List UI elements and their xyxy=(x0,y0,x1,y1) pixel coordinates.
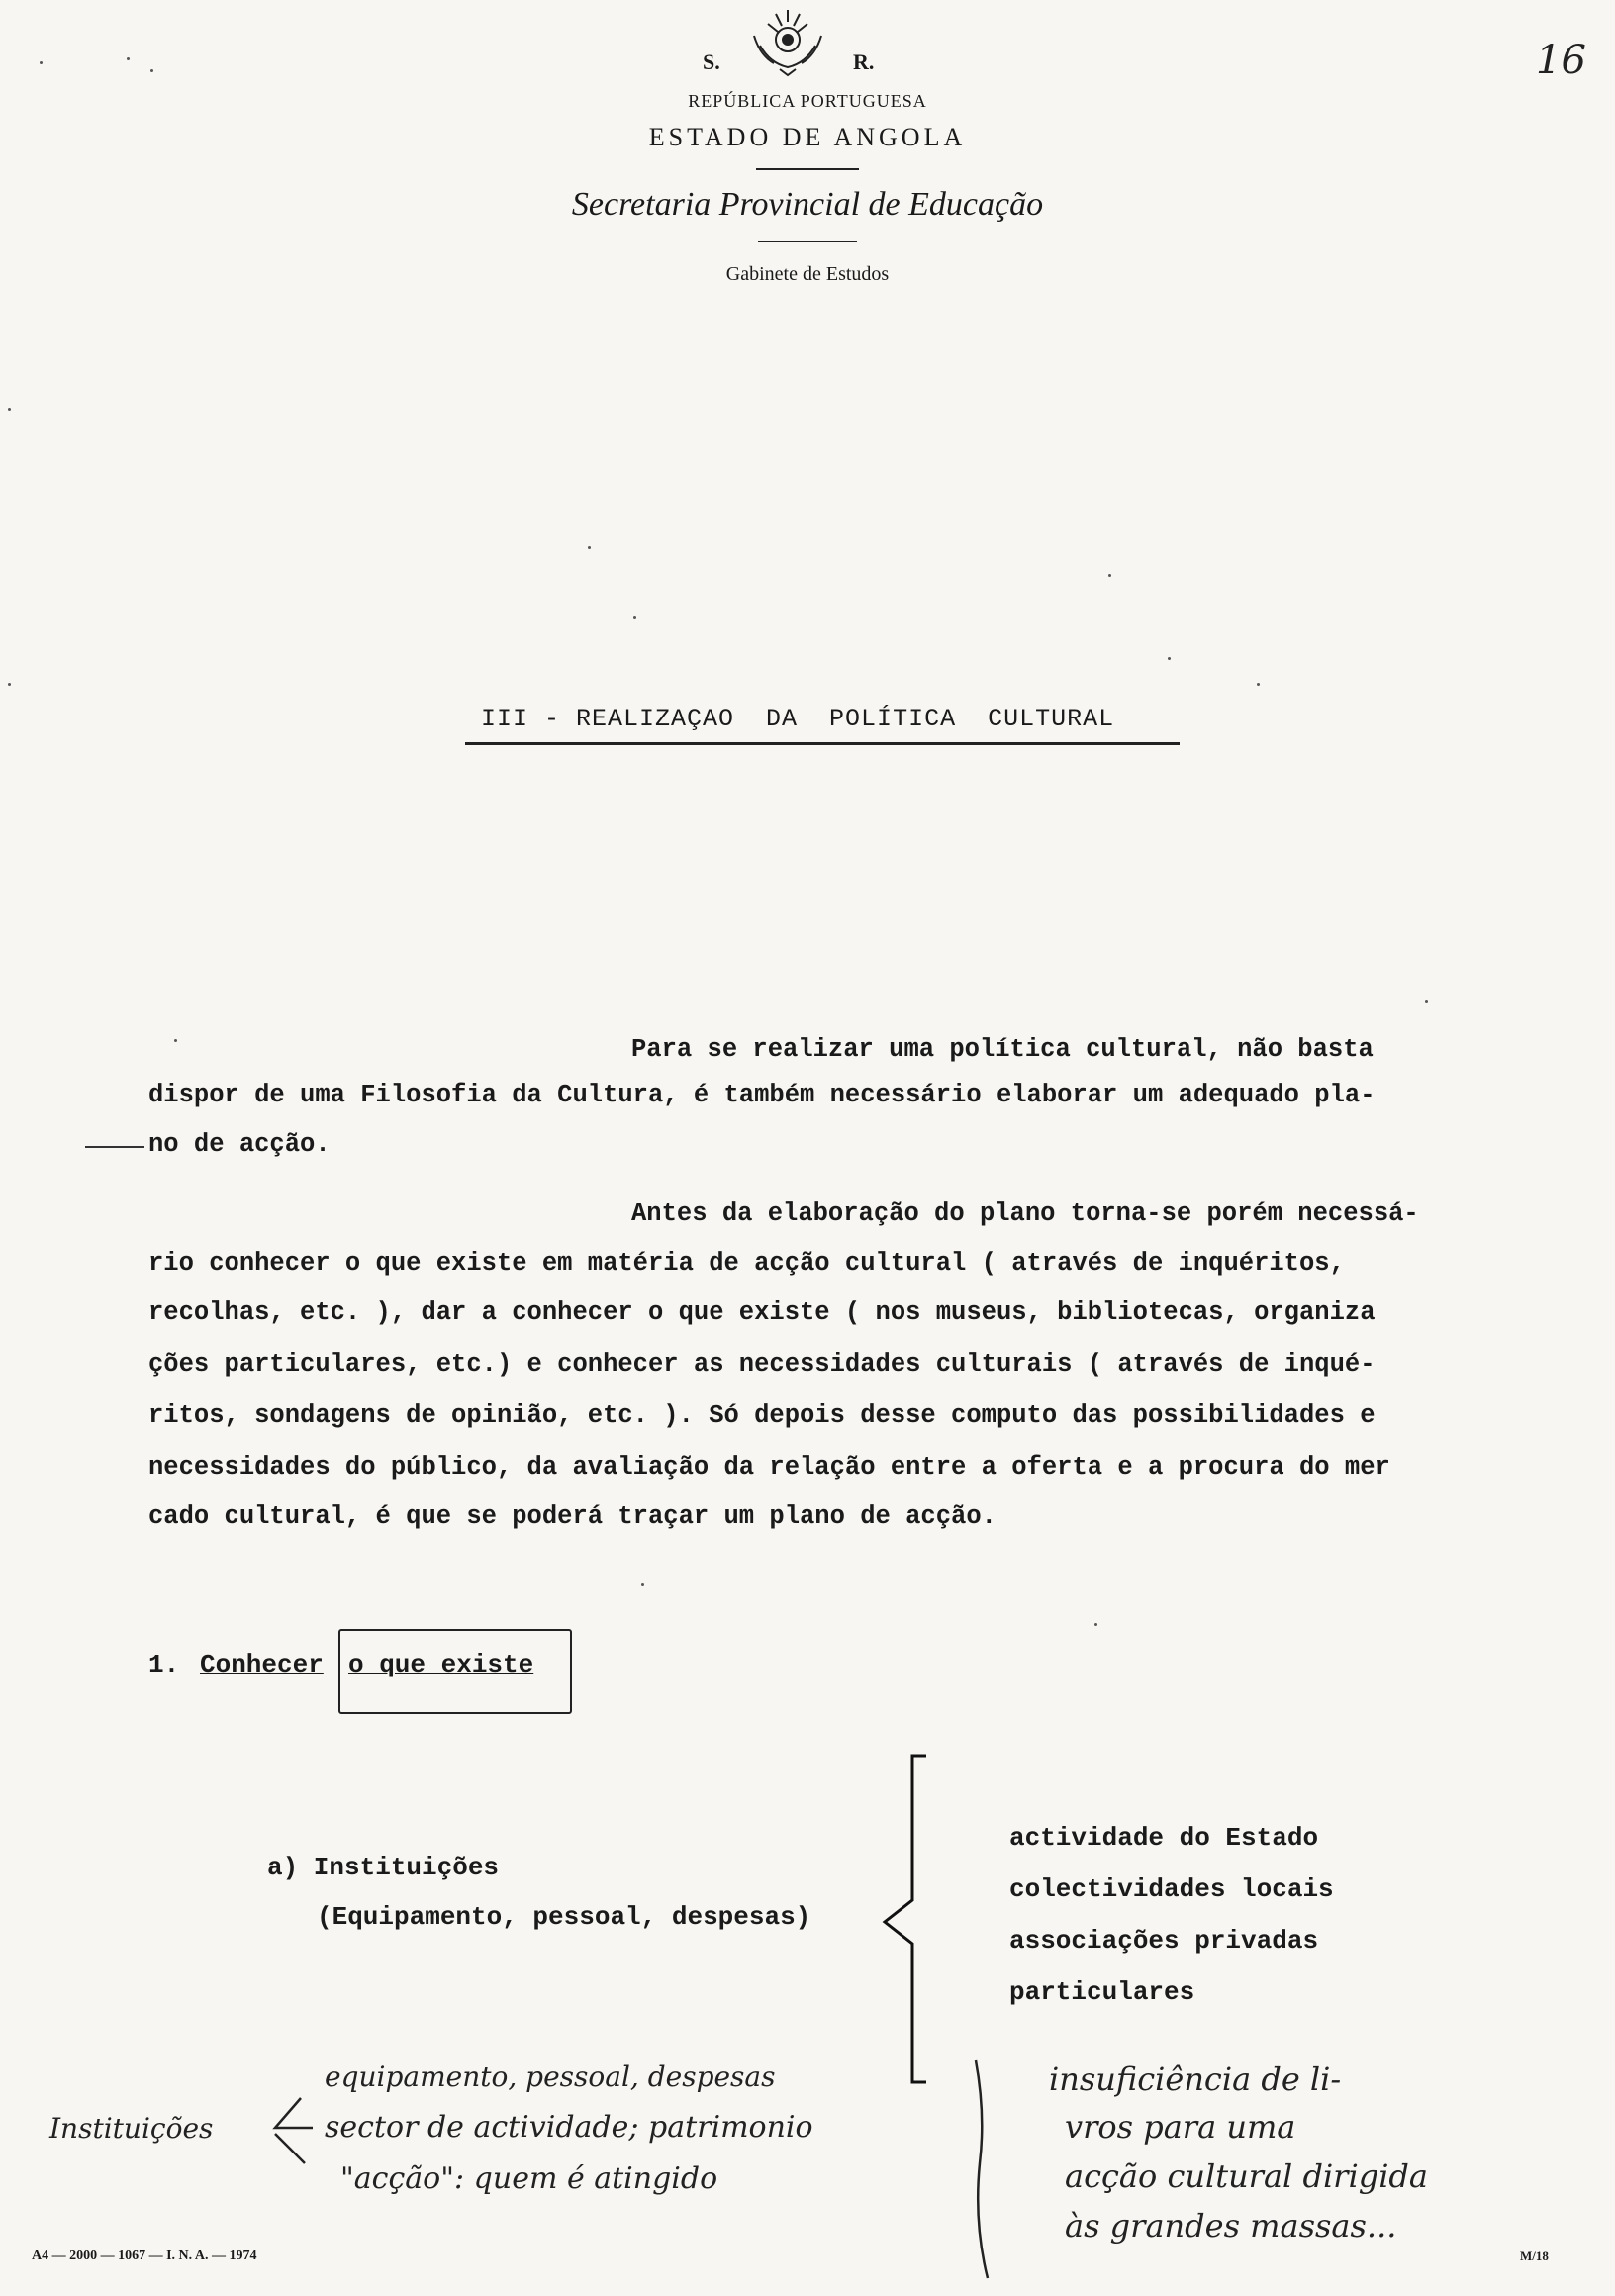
section-title: III - REALIZAÇAO DA POLÍTICA CULTURAL xyxy=(481,705,1115,733)
republic-name: REPÚBLICA PORTUGUESA xyxy=(688,91,927,111)
paragraph1-line: no de acção. xyxy=(148,1130,331,1159)
footer-print-code: A4 — 2000 — 1067 — I. N. A. — 1974 xyxy=(32,2248,257,2263)
handwritten-right-line: às grandes massas... xyxy=(1065,2207,1397,2245)
paragraph2-line: ções particulares, etc.) e conhecer as necessidades culturais ( através de inqué- xyxy=(148,1350,1376,1379)
coat-of-arms-emblem xyxy=(740,6,835,77)
header-r: R. xyxy=(853,49,875,74)
margin-mark xyxy=(85,1146,144,1148)
section-title-underline xyxy=(465,742,1180,745)
item-a-label: a) Instituições xyxy=(267,1853,500,1882)
right-list-item: actividade do Estado xyxy=(1009,1823,1319,1853)
handwritten-right-line: insuficiência de li- xyxy=(1049,2060,1342,2098)
right-list-item: particulares xyxy=(1009,1977,1195,2007)
header-divider xyxy=(756,168,859,170)
paragraph1-line: dispor de uma Filosofia da Cultura, é também necessário elaborar um adequado pla- xyxy=(148,1081,1376,1109)
handwritten-line: "acção": quem é atingido xyxy=(340,2161,718,2196)
paragraph2-line: cado cultural, é que se poderá traçar um plano de acção. xyxy=(148,1502,997,1531)
item-a-detail: (Equipamento, pessoal, despesas) xyxy=(317,1902,811,1932)
handwritten-right-line: vros para uma xyxy=(1065,2108,1296,2146)
paragraph2-line: necessidades do público, da avaliação da relação entre a oferta e a procura do mer xyxy=(148,1453,1390,1482)
paragraph1-line: Para se realizar uma política cultural, não basta xyxy=(631,1035,1374,1064)
paragraph2-line: ritos, sondagens de opinião, etc. ). Só depois desse computo das possibilidades e xyxy=(148,1401,1376,1430)
secretariat-name: Secretaria Provincial de Educação xyxy=(571,186,1044,223)
handwritten-bracket xyxy=(966,2055,1005,2282)
handwritten-right-line: acção cultural dirigida xyxy=(1065,2157,1428,2195)
subsection-number: 1. xyxy=(148,1650,180,1679)
handwritten-line: equipamento, pessoal, despesas xyxy=(325,2060,776,2093)
footer-form-number: M/18 xyxy=(1520,2248,1549,2263)
right-list-item: colectividades locais xyxy=(1009,1874,1334,1904)
header-s: S. xyxy=(703,49,720,74)
page-number: 16 xyxy=(1536,38,1586,83)
handwritten-brace xyxy=(261,2084,321,2173)
office-name: Gabinete de Estudos xyxy=(725,263,890,285)
subsection-title-part1: Conhecer xyxy=(200,1650,324,1679)
paragraph2-line: Antes da elaboração do plano torna-se porém necessá- xyxy=(631,1199,1419,1228)
handwritten-line: sector de actividade; patrimonio xyxy=(325,2110,813,2145)
handdrawn-box xyxy=(338,1629,572,1714)
handwritten-left-word: Instituições xyxy=(49,2112,214,2145)
right-list-item: associações privadas xyxy=(1009,1926,1319,1956)
state-name: ESTADO DE ANGOLA xyxy=(648,123,967,151)
curly-brace xyxy=(875,1752,934,2088)
paragraph2-line: recolhas, etc. ), dar a conhecer o que existe ( nos museus, bibliotecas, organiza xyxy=(148,1298,1376,1327)
subsection-title-part2: o que existe xyxy=(348,1650,534,1679)
paragraph2-line: rio conhecer o que existe em matéria de acção cultural ( através de inquéritos, xyxy=(148,1249,1345,1278)
header-divider-2 xyxy=(758,241,857,242)
